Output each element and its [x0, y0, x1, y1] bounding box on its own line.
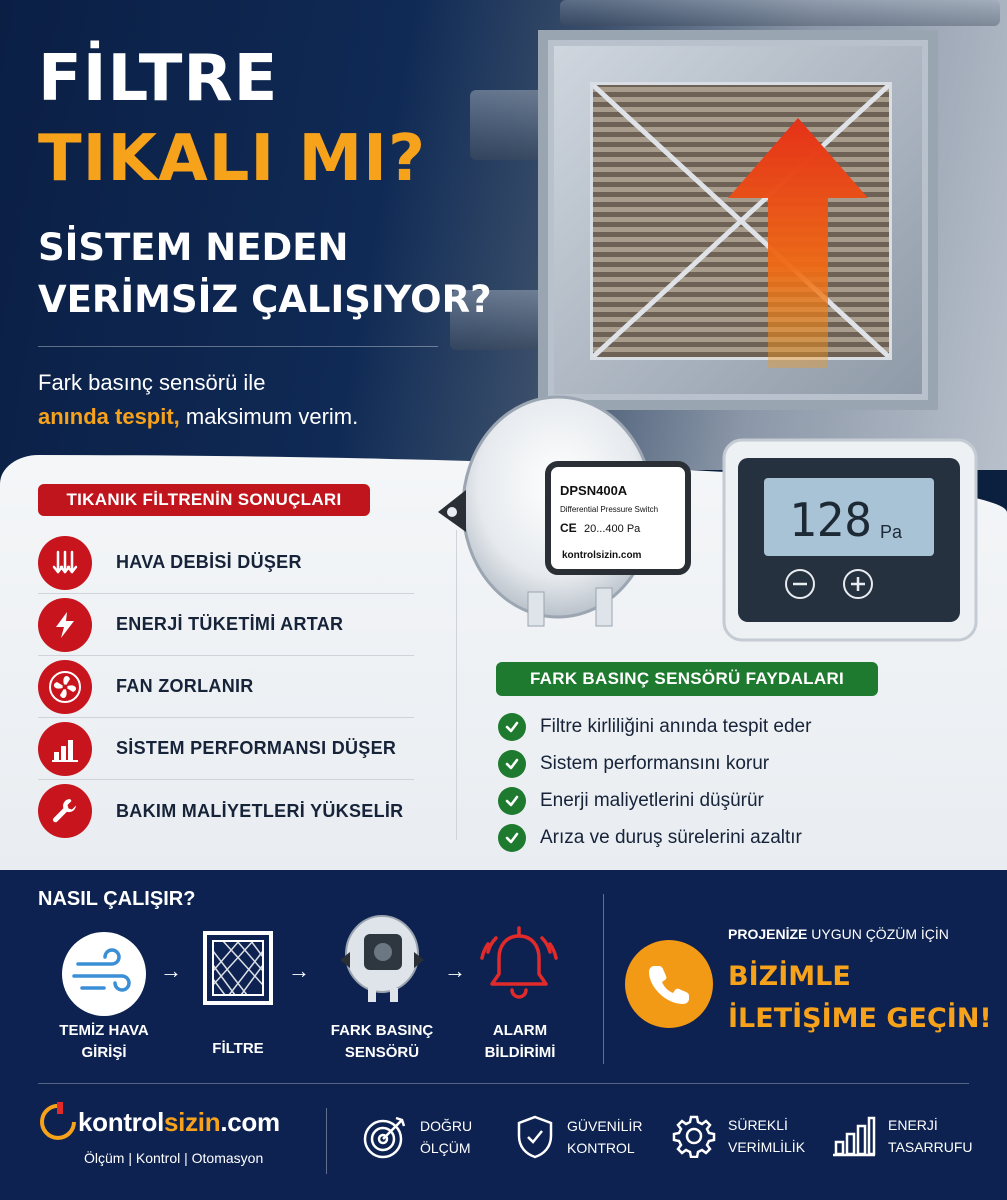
list-item — [38, 656, 414, 718]
feature-line: VERİMLİLİK — [728, 1139, 806, 1155]
sensor-range: 20...400 Pa — [584, 523, 641, 535]
wrench-icon — [38, 784, 92, 838]
feature-line: KONTROL — [567, 1140, 635, 1156]
bar-chart-icon — [832, 1114, 876, 1158]
display-value: 128 — [788, 493, 872, 547]
step-label-clean-air — [44, 1020, 164, 1064]
step-label-line: GİRİŞİ — [81, 1044, 127, 1061]
arrow-right-icon: → — [444, 958, 466, 983]
step-clean-air — [62, 932, 146, 1021]
airflow-up-arrow-icon — [728, 118, 868, 368]
list-item — [38, 532, 414, 594]
pressure-display-device — [722, 438, 978, 644]
consequences-title: TIKANIK FİLTRENİN SONUÇLARI — [38, 484, 370, 516]
step-label-sensor — [322, 1020, 442, 1064]
cta-subtitle-rest: UYGUN ÇÖZÜM İÇİN — [807, 926, 949, 942]
feature-continuous-efficiency — [672, 1114, 805, 1158]
feature-line: GÜVENİLİR — [567, 1118, 643, 1134]
target-icon — [362, 1114, 408, 1160]
divider — [38, 346, 438, 347]
divider — [603, 894, 604, 1064]
step-sensor — [334, 908, 430, 1009]
phone-icon[interactable] — [625, 940, 713, 1028]
sensor-type: Differential Pressure Switch — [560, 505, 659, 514]
subtitle-highlight: anında tespit, — [38, 404, 180, 429]
list-item-label: Enerji maliyetlerini düşürür — [540, 789, 764, 811]
list-item-label: FAN ZORLANIR — [116, 676, 254, 696]
step-alarm — [480, 924, 558, 1013]
list-item-label: BAKIM MALİYETLERİ YÜKSELİR — [116, 800, 404, 821]
arrow-right-icon: → — [288, 958, 310, 983]
benefits-list — [498, 708, 898, 856]
list-item-label: Filtre kirliliğini anında tespit eder — [540, 715, 812, 737]
title-line: VERİMSİZ ÇALIŞIYOR? — [38, 278, 492, 321]
consequences-list — [38, 532, 414, 842]
bar-chart-icon — [38, 722, 92, 776]
list-item — [498, 745, 898, 782]
brand-name-part: .com — [220, 1106, 280, 1137]
check-icon — [498, 787, 526, 815]
list-item — [38, 594, 414, 656]
divider — [326, 1108, 327, 1174]
list-item-label: Arıza ve duruş sürelerini azaltır — [540, 826, 802, 848]
down-arrows-icon — [38, 536, 92, 590]
list-item — [498, 708, 898, 745]
gear-icon — [672, 1114, 716, 1158]
list-item-label: SİSTEM PERFORMANSI DÜŞER — [116, 738, 397, 758]
sensor-model: DPSN400A — [560, 483, 628, 498]
list-item — [498, 819, 898, 856]
feature-label — [567, 1115, 642, 1159]
step-label-line: FİLTRE — [212, 1040, 264, 1057]
subtitle-line1: Fark basınç sensörü ile — [38, 370, 266, 395]
step-label-line: SENSÖRÜ — [344, 1044, 420, 1061]
title-clogged-question: TIKALI MI? — [38, 122, 427, 196]
lightning-icon — [38, 598, 92, 652]
wind-icon — [62, 932, 146, 1016]
list-item — [38, 718, 414, 780]
list-item — [498, 782, 898, 819]
brand-logo[interactable] — [38, 1102, 280, 1166]
list-item — [38, 780, 414, 842]
cta-contact-us[interactable] — [728, 956, 992, 1040]
filter-icon — [202, 930, 274, 1006]
feature-label — [728, 1114, 805, 1158]
fan-icon — [38, 660, 92, 714]
feature-line: SÜREKLİ — [728, 1117, 788, 1133]
divider — [38, 1083, 969, 1084]
step-label-line: BİLDİRİMİ — [484, 1044, 556, 1061]
brand-tagline: Ölçüm | Kontrol | Otomasyon — [84, 1150, 264, 1166]
sensor-icon — [334, 908, 430, 1004]
brand-name-part: sizin — [164, 1106, 221, 1137]
pressure-sensor-device — [438, 362, 708, 640]
title-inefficiency-question — [38, 222, 492, 326]
feature-reliable-control — [515, 1114, 642, 1160]
brand-name — [78, 1107, 280, 1138]
title-filter: FİLTRE — [38, 42, 279, 116]
brand-name-part: kontrol — [78, 1106, 165, 1137]
step-label-alarm — [460, 1020, 580, 1064]
check-icon — [498, 824, 526, 852]
check-icon — [498, 750, 526, 778]
cta-line: İLETİŞİME GEÇİN! — [728, 1003, 992, 1034]
step-label-line: FARK BASINÇ — [330, 1022, 434, 1039]
cta-subtitle — [728, 926, 949, 942]
sensor-brand: kontrolsizin.com — [562, 550, 642, 561]
feature-line: ENERJİ — [888, 1117, 938, 1133]
duct-pipe — [560, 0, 1000, 26]
logo-ring-icon — [38, 1102, 78, 1142]
shield-icon — [515, 1114, 555, 1160]
benefits-title: FARK BASINÇ SENSÖRÜ FAYDALARI — [496, 662, 878, 696]
step-filter — [202, 930, 274, 1011]
step-label-line: TEMİZ HAVA — [59, 1022, 149, 1039]
how-it-works-title: NASIL ÇALIŞIR? — [38, 888, 196, 910]
step-label-line: ALARM — [492, 1022, 548, 1039]
sensor-ce: CE — [560, 521, 577, 535]
feature-energy-saving — [832, 1114, 973, 1158]
feature-line: ÖLÇÜM — [420, 1140, 471, 1156]
subtitle-rest: maksimum verim. — [179, 404, 359, 429]
check-icon — [498, 713, 526, 741]
subtitle-line2 — [38, 404, 358, 430]
feature-line: DOĞRU — [420, 1118, 473, 1134]
title-line: SİSTEM NEDEN — [38, 226, 349, 269]
arrow-right-icon: → — [160, 958, 182, 983]
alarm-bell-icon — [480, 924, 558, 1008]
list-item-label: Sistem performansını korur — [540, 752, 770, 774]
display-unit: Pa — [880, 522, 903, 542]
list-item-label: ENERJİ TÜKETİMİ ARTAR — [116, 614, 344, 634]
cta-subtitle-bold: PROJENİZE — [728, 926, 808, 942]
cta-line: BİZİMLE — [728, 961, 851, 992]
feature-label — [420, 1115, 472, 1159]
feature-label — [888, 1114, 973, 1158]
list-item-label: HAVA DEBİSİ DÜŞER — [116, 552, 302, 572]
feature-line: TASARRUFU — [888, 1139, 973, 1155]
feature-accurate-measurement — [362, 1114, 472, 1160]
step-label-filter — [178, 1038, 298, 1060]
